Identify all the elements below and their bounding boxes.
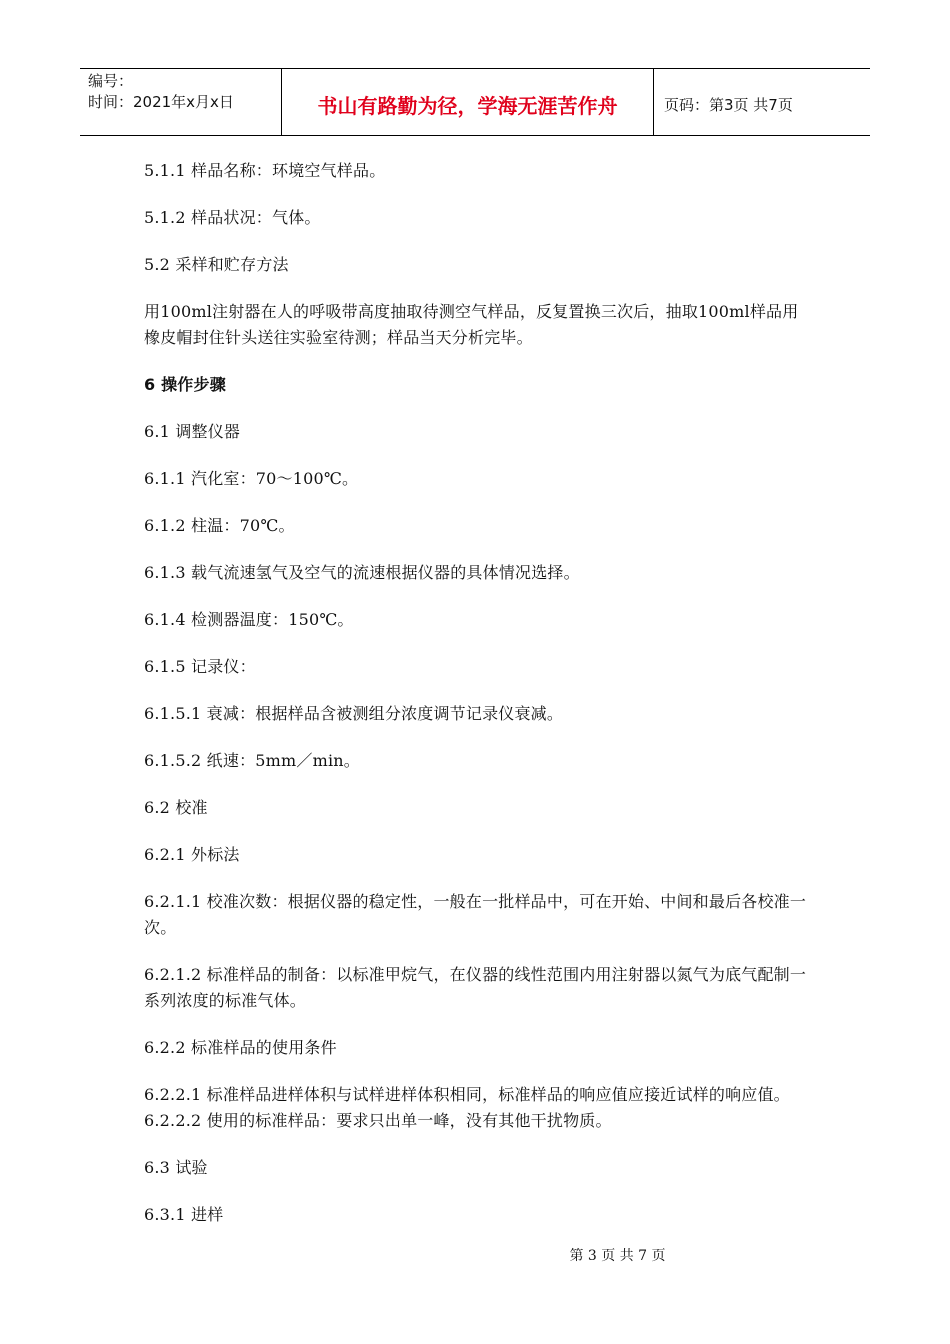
page-header (80, 68, 870, 136)
heading-6-3-1: 6.3.1 进样 (144, 1205, 224, 1224)
heading-5-2: 5.2 采样和贮存方法 (144, 255, 289, 274)
paragraph-6-1-5-2: 6.1.5.2 纸速：5mm／min。 (144, 751, 360, 770)
header-page-number: 页码：第3页 共7页 (664, 95, 793, 114)
paragraph-6-2-1-1: 6.2.1.1 校准次数：根据仪器的稳定性，一般在一批样品中，可在开始、中间和最后各校准一次。 (144, 892, 807, 937)
paragraph-6-1-3: 6.1.3 载气流速氢气及空气的流速根据仪器的具体情况选择。 (144, 563, 580, 582)
header-meta (80, 69, 282, 135)
paragraph-6-1-2: 6.1.2 柱温：70℃。 (144, 516, 295, 535)
paragraph-5-1-2: 5.1.2 样品状况：气体。 (144, 208, 321, 227)
paragraph-6-1-5: 6.1.5 记录仪： (144, 657, 256, 676)
heading-6-2: 6.2 校准 (144, 798, 208, 817)
paragraph-6-1-4: 6.1.4 检测器温度：150℃。 (144, 610, 354, 629)
heading-6-3: 6.3 试验 (144, 1158, 208, 1177)
paragraph-sampling-method: 用100ml注射器在人的呼吸带高度抽取待测空气样品，反复置换三次后，抽取100ml样品用橡皮帽封住针头送往实验室待测；样品当天分析完毕。 (144, 302, 799, 347)
document-date-label: 时间：2021年x月x日 (88, 93, 234, 111)
document-number-label: 编号： (88, 72, 134, 90)
paragraph-5-1-1: 5.1.1 样品名称：环境空气样品。 (144, 161, 386, 180)
heading-6-2-1: 6.2.1 外标法 (144, 845, 240, 864)
paragraph-6-2-2-1: 6.2.2.1 标准样品进样体积与试样进样体积相同，标准样品的响应值应接近试样的响应值。6.2.2.2 使用的标准样品：要求只出单一峰，没有其他干扰物质。 (144, 1085, 790, 1130)
heading-6-1: 6.1 调整仪器 (144, 422, 241, 441)
header-motto: 书山有路勤为径，学海无涯苦作舟 (282, 69, 654, 135)
heading-6: 6 操作步骤 (144, 375, 226, 394)
paragraph-6-2-1-2: 6.2.1.2 标准样品的制备：以标准甲烷气，在仪器的线性范围内用注射器以氮气为底气配制一系列浓度的标准气体。 (144, 965, 807, 1010)
heading-6-2-2: 6.2.2 标准样品的使用条件 (144, 1038, 337, 1057)
paragraph-6-1-1: 6.1.1 汽化室：70～100℃。 (144, 469, 359, 488)
page-footer: 第 3 页 共 7 页 (569, 1248, 666, 1264)
document-body (144, 158, 814, 1249)
paragraph-6-1-5-1: 6.1.5.1 衰减：根据样品含被测组分浓度调节记录仪衰减。 (144, 704, 564, 723)
